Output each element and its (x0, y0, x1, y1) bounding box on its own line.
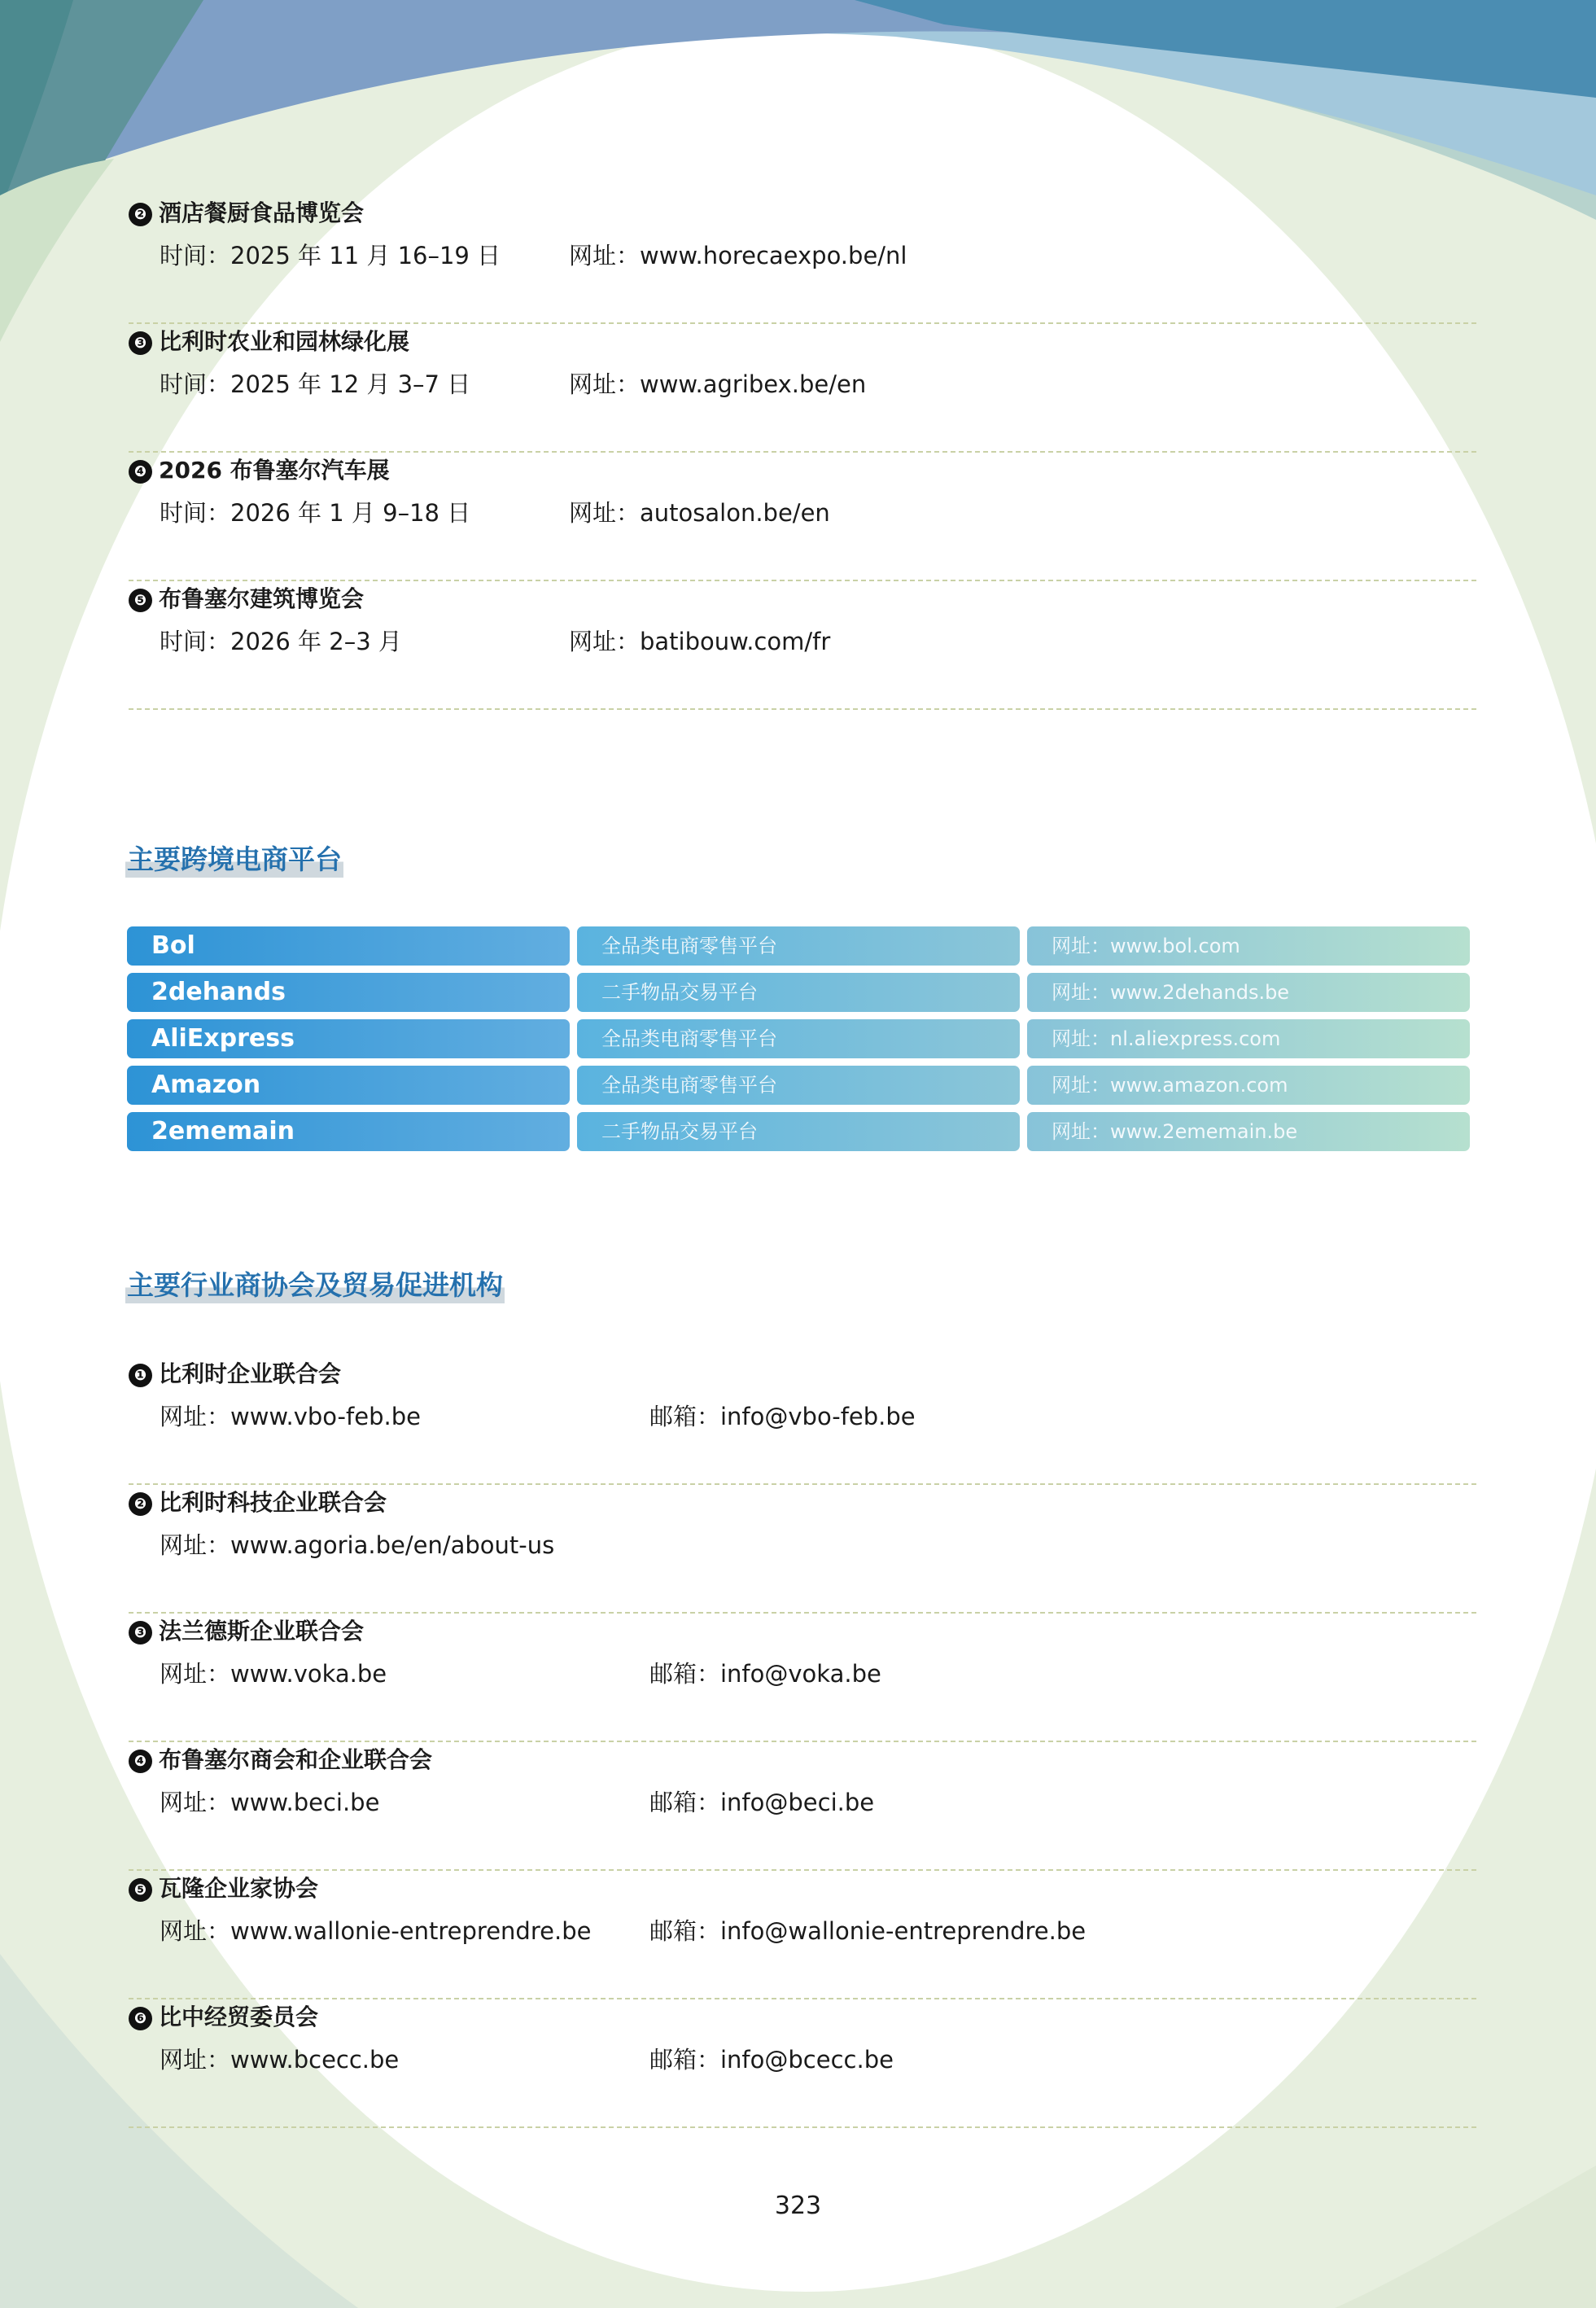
platform-row (127, 926, 1470, 966)
association-title (129, 1872, 318, 1905)
exhibition-entry (129, 326, 1476, 453)
dashed-divider (129, 580, 1476, 581)
association-email: 邮箱：info@wallonie-entreprendre.be (649, 1917, 1087, 1945)
number-badge: ❸ (129, 331, 152, 355)
page-number: 323 (774, 2192, 822, 2220)
association-title (129, 1487, 387, 1519)
association-title (129, 2001, 318, 2034)
platform-name: 2ememain (127, 1112, 570, 1151)
exhibition-title (129, 583, 364, 615)
number-badge: ❹ (129, 460, 152, 484)
number-badge: ❶ (129, 1364, 152, 1387)
dashed-divider (129, 322, 1476, 324)
exhibition-entry (129, 583, 1476, 710)
number-badge: ❷ (129, 1492, 152, 1516)
dashed-divider (129, 708, 1476, 710)
association-name: 瓦隆企业家协会 (159, 1875, 319, 1902)
exhibition-name: 比利时农业和园林绿化展 (159, 328, 410, 355)
dashed-divider (129, 1741, 1476, 1742)
association-title (129, 1615, 364, 1648)
association-title (129, 1358, 341, 1390)
association-title (129, 1744, 432, 1776)
association-name: 法兰德斯企业联合会 (159, 1618, 365, 1645)
platform-type: 全品类电商零售平台 (577, 926, 1020, 966)
association-name: 布鲁塞尔商会和企业联合会 (159, 1746, 433, 1773)
platform-website: 网址：www.2dehands.be (1027, 973, 1470, 1012)
platform-row (127, 1112, 1470, 1151)
association-website: 网址：www.vbo-feb.be (160, 1403, 421, 1430)
platform-website: 网址：www.2ememain.be (1027, 1112, 1470, 1151)
association-website: 网址：www.beci.be (160, 1789, 380, 1816)
exhibition-title (129, 197, 364, 230)
associations-section-title: 主要行业商协会及贸易促进机构 (125, 1268, 505, 1303)
exhibition-title (129, 454, 390, 487)
dashed-divider (129, 451, 1476, 453)
association-website: 网址：www.wallonie-entreprendre.be (160, 1917, 592, 1945)
dashed-divider (129, 1869, 1476, 1871)
platform-type: 全品类电商零售平台 (577, 1066, 1020, 1105)
number-badge: ❹ (129, 1750, 152, 1773)
platform-row (127, 1019, 1470, 1058)
association-entry (129, 1358, 1476, 1485)
association-entry (129, 1872, 1476, 1999)
association-website: 网址：www.agoria.be/en/about-us (160, 1531, 555, 1559)
exhibition-website: 网址：www.horecaexpo.be/nl (569, 242, 907, 269)
association-email: 邮箱：info@bcecc.be (649, 2046, 894, 2074)
number-badge: ❷ (129, 203, 152, 226)
exhibition-title (129, 326, 409, 358)
number-badge: ❸ (129, 1621, 152, 1645)
exhibition-name: 布鲁塞尔建筑博览会 (159, 585, 365, 612)
exhibition-entry (129, 197, 1476, 324)
number-badge: ❻ (129, 2007, 152, 2030)
exhibition-time: 时间：2026 年 2–3 月 (160, 628, 402, 655)
association-entry (129, 1615, 1476, 1742)
number-badge: ❺ (129, 589, 152, 612)
number-badge: ❺ (129, 1878, 152, 1902)
association-entry (129, 1744, 1476, 1871)
exhibition-time: 时间：2025 年 11 月 16–19 日 (160, 242, 501, 269)
association-email: 邮箱：info@beci.be (649, 1789, 875, 1816)
exhibition-time: 时间：2025 年 12 月 3–7 日 (160, 370, 471, 398)
exhibition-time: 时间：2026 年 1 月 9–18 日 (160, 499, 471, 527)
exhibition-name: 2026 布鲁塞尔汽车展 (159, 457, 390, 484)
association-entry (129, 1487, 1476, 1614)
association-website: 网址：www.bcecc.be (160, 2046, 400, 2074)
platform-website: 网址：www.bol.com (1027, 926, 1470, 966)
association-name: 比利时企业联合会 (159, 1360, 342, 1387)
exhibition-name: 酒店餐厨食品博览会 (159, 199, 365, 226)
platform-name: Bol (127, 926, 570, 966)
association-entry (129, 2001, 1476, 2128)
dashed-divider (129, 1612, 1476, 1614)
platform-row (127, 1066, 1470, 1105)
association-email: 邮箱：info@vbo-feb.be (649, 1403, 916, 1430)
platform-name: Amazon (127, 1066, 570, 1105)
platform-row (127, 973, 1470, 1012)
platform-type: 二手物品交易平台 (577, 973, 1020, 1012)
ecommerce-platform-table (127, 926, 1470, 1158)
platform-name: 2dehands (127, 973, 570, 1012)
ecommerce-section-title: 主要跨境电商平台 (125, 842, 343, 878)
platform-website: 网址：www.amazon.com (1027, 1066, 1470, 1105)
association-website: 网址：www.voka.be (160, 1660, 387, 1688)
platform-type: 二手物品交易平台 (577, 1112, 1020, 1151)
dashed-divider (129, 2126, 1476, 2128)
dashed-divider (129, 1483, 1476, 1485)
exhibition-website: 网址：www.agribex.be/en (569, 370, 867, 398)
exhibition-website: 网址：autosalon.be/en (569, 499, 830, 527)
association-email: 邮箱：info@voka.be (649, 1660, 881, 1688)
association-name: 比利时科技企业联合会 (159, 1489, 387, 1516)
association-name: 比中经贸委员会 (159, 2004, 319, 2030)
exhibition-entry (129, 454, 1476, 581)
dashed-divider (129, 1998, 1476, 1999)
platform-name: AliExpress (127, 1019, 570, 1058)
platform-website: 网址：nl.aliexpress.com (1027, 1019, 1470, 1058)
platform-type: 全品类电商零售平台 (577, 1019, 1020, 1058)
exhibition-website: 网址：batibouw.com/fr (569, 628, 831, 655)
